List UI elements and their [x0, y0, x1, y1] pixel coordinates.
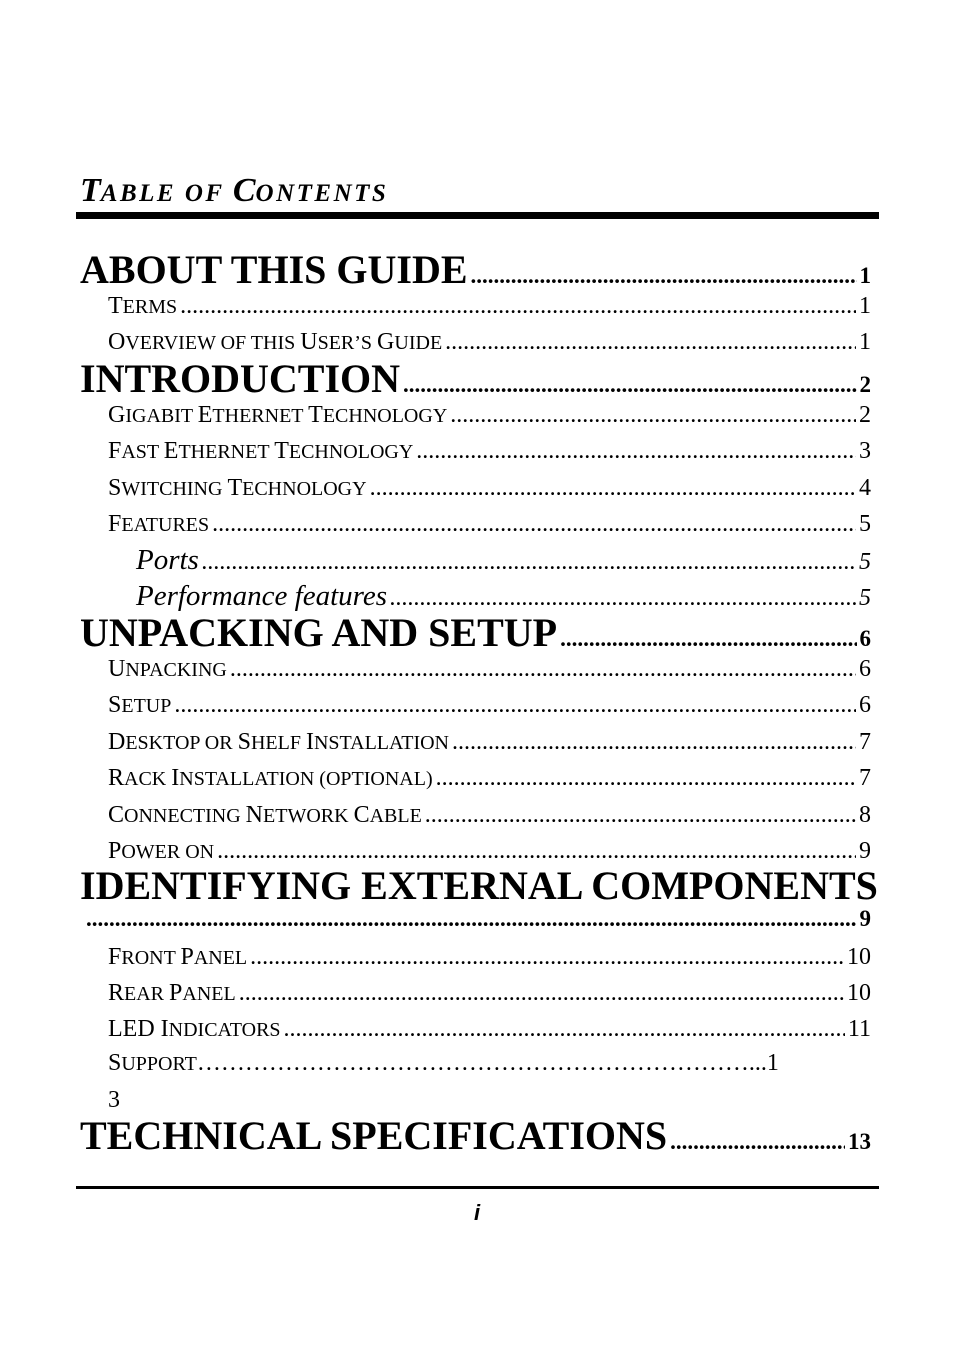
- page-number: i: [473, 1200, 481, 1225]
- toc-chapter-unpacking[interactable]: UNPACKING AND SETUP ..... 6: [80, 609, 871, 656]
- toc-chapter-identifying-leader: ..... 9: [86, 906, 871, 932]
- toc-chapter-technical[interactable]: TECHNICAL SPECIFICATIONS ..... 13: [80, 1112, 871, 1159]
- toc-section-rack[interactable]: RACK INSTALLATION (OPTIONAL) ..... 7: [80, 765, 871, 792]
- toc-section-desktop[interactable]: DESKTOP OR SHELF INSTALLATION ..... 7: [80, 729, 871, 756]
- toc-section-gigabit[interactable]: GIGABIT ETHERNET TECHNOLOGY ..... 2: [80, 402, 871, 429]
- toc-section-support-page-wrap: 3: [108, 1087, 120, 1113]
- toc-subsection-ports[interactable]: Ports ..... 5: [80, 544, 871, 577]
- toc-chapter-introduction[interactable]: INTRODUCTION ..... 2: [80, 355, 871, 402]
- toc-section-terms[interactable]: TERMS ..... 1: [80, 293, 871, 320]
- toc-chapter-identifying[interactable]: IDENTIFYING EXTERNAL COMPONENTS: [80, 863, 878, 908]
- toc-section-overview[interactable]: OVERVIEW OF THIS USER’S GUIDE ..... 1: [80, 329, 871, 356]
- bottom-rule: [76, 1186, 879, 1189]
- toc-section-power[interactable]: POWER ON ..... 9: [80, 838, 871, 865]
- toc-section-support[interactable]: SUPPORT……………………………………………………………...1: [108, 1050, 779, 1076]
- toc-section-connecting[interactable]: CONNECTING NETWORK CABLE ..... 8: [80, 802, 871, 829]
- toc-chapter-about[interactable]: ABOUT THIS GUIDE ..... 1: [80, 246, 871, 293]
- toc-title: TABLE OF CONTENTS: [80, 172, 389, 209]
- top-rule: [76, 212, 879, 219]
- toc-section-rear-panel[interactable]: REAR PANEL ..... 10: [80, 980, 871, 1007]
- toc-section-front-panel[interactable]: FRONT PANEL ..... 10: [80, 944, 871, 971]
- toc-section-switching[interactable]: SWITCHING TECHNOLOGY ..... 4: [80, 475, 871, 502]
- toc-section-led[interactable]: LED INDICATORS ..... 11: [80, 1016, 871, 1043]
- toc-section-setup[interactable]: SETUP ..... 6: [80, 692, 871, 719]
- toc-section-fast-ethernet[interactable]: FAST ETHERNET TECHNOLOGY ..... 3: [80, 438, 871, 465]
- toc-subsection-performance[interactable]: Performance features ..... 5: [80, 580, 871, 613]
- toc-section-features[interactable]: FEATURES ..... 5: [80, 511, 871, 538]
- toc-section-unpacking[interactable]: UNPACKING ..... 6: [80, 656, 871, 683]
